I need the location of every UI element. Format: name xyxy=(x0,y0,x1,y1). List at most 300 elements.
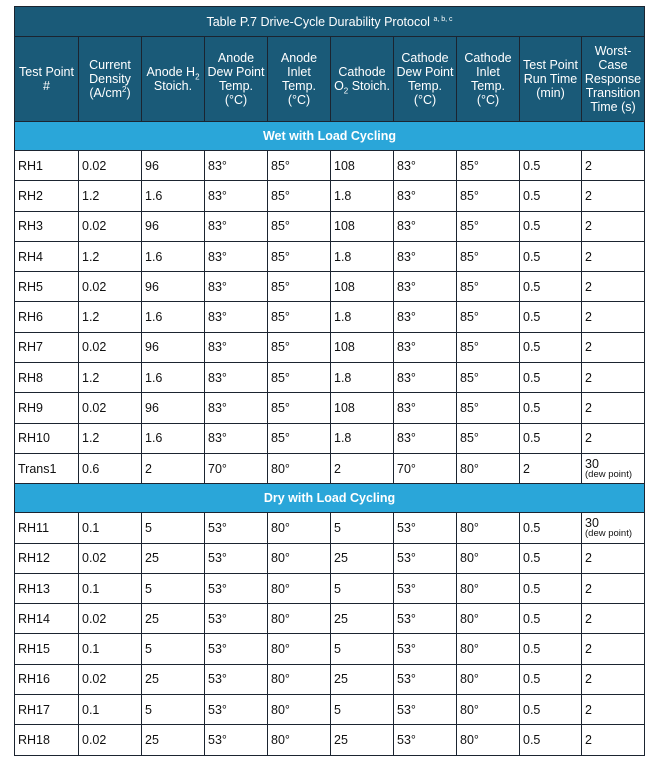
table-cell xyxy=(15,513,79,543)
table-cell xyxy=(15,363,79,393)
column-header xyxy=(331,37,394,122)
table-cell xyxy=(268,423,331,453)
cell-value: 5 xyxy=(334,581,341,596)
cell-value: 80° xyxy=(460,461,479,476)
cell-value: 83° xyxy=(397,158,416,173)
cell-value: 5 xyxy=(334,642,341,657)
table-cell xyxy=(520,695,582,725)
column-header-row xyxy=(15,37,645,122)
table-cell xyxy=(582,634,645,664)
cell-value: 5 xyxy=(145,702,152,717)
cell-value: RH18 xyxy=(18,732,50,747)
cell-value: 2 xyxy=(585,310,592,325)
table-cell xyxy=(394,513,457,543)
cell-value: 25 xyxy=(334,672,348,687)
column-header xyxy=(205,37,268,122)
table-cell xyxy=(142,393,205,423)
column-header-label: Current Density (A/cm xyxy=(89,58,131,100)
cell-value: 0.5 xyxy=(523,158,541,173)
table-cell xyxy=(79,241,142,271)
table-cell xyxy=(520,423,582,453)
cell-value: RH5 xyxy=(18,279,44,294)
cell-value: 83° xyxy=(397,249,416,264)
table-cell xyxy=(394,241,457,271)
table-cell xyxy=(205,725,268,755)
cell-value: RH4 xyxy=(18,249,44,264)
table-cell xyxy=(79,181,142,211)
table-cell xyxy=(520,664,582,694)
table-cell xyxy=(142,725,205,755)
table-cell xyxy=(394,725,457,755)
cell-value: RH1 xyxy=(18,158,44,173)
cell-value: 108 xyxy=(334,401,355,416)
table-cell xyxy=(268,725,331,755)
table-cell xyxy=(457,151,520,181)
cell-value: 2 xyxy=(585,188,592,203)
cell-value: 0.5 xyxy=(523,520,541,535)
table-cell xyxy=(331,151,394,181)
cell-value: 53° xyxy=(208,520,227,535)
table-row xyxy=(15,393,645,423)
table-cell xyxy=(331,453,394,483)
cell-value: RH17 xyxy=(18,702,50,717)
cell-value: 2 xyxy=(585,732,592,747)
cell-value: 0.02 xyxy=(82,611,107,626)
cell-value: 0.5 xyxy=(523,188,541,203)
table-cell xyxy=(520,332,582,362)
cell-value: 96 xyxy=(145,158,159,173)
table-row xyxy=(15,272,645,302)
cell-value: 80° xyxy=(460,611,479,626)
cell-value: 25 xyxy=(145,672,159,687)
table-cell xyxy=(582,423,645,453)
column-header-subscript: 2 xyxy=(343,86,349,96)
cell-value: 0.5 xyxy=(523,310,541,325)
table-cell xyxy=(582,664,645,694)
cell-value: 53° xyxy=(397,642,416,657)
table-cell xyxy=(457,695,520,725)
column-header-label: Anode H xyxy=(146,65,196,79)
table-cell xyxy=(520,725,582,755)
cell-value: 83° xyxy=(208,340,227,355)
table-cell xyxy=(268,604,331,634)
column-header-label: Cathode Dew Point Temp. (°C) xyxy=(396,51,454,107)
table-cell xyxy=(268,241,331,271)
table-cell xyxy=(268,302,331,332)
table-cell xyxy=(520,211,582,241)
table-cell xyxy=(79,332,142,362)
table-cell xyxy=(582,272,645,302)
cell-value: 85° xyxy=(460,340,479,355)
cell-value: 5 xyxy=(145,642,152,657)
cell-value: 108 xyxy=(334,158,355,173)
cell-value: 70° xyxy=(397,461,416,476)
cell-value: 2 xyxy=(585,340,592,355)
column-header xyxy=(520,37,582,122)
table-row xyxy=(15,241,645,271)
cell-value: RH15 xyxy=(18,642,50,657)
cell-value: 108 xyxy=(334,279,355,294)
column-header-label: Cathode Inlet Temp. (°C) xyxy=(464,51,512,107)
cell-value: 2 xyxy=(523,461,530,476)
cell-value: 83° xyxy=(397,340,416,355)
table-cell xyxy=(394,272,457,302)
table-row xyxy=(15,695,645,725)
cell-value: 30 xyxy=(585,456,599,471)
cell-value: 0.5 xyxy=(523,611,541,626)
table-cell xyxy=(582,604,645,634)
table-cell xyxy=(142,332,205,362)
table-cell xyxy=(15,634,79,664)
cell-note: (dew point) xyxy=(585,527,632,539)
column-header-label-tail: Stoich. xyxy=(348,79,390,93)
cell-value: 25 xyxy=(334,732,348,747)
cell-value: 80° xyxy=(271,520,290,535)
table-cell xyxy=(205,634,268,664)
cell-value: 2 xyxy=(585,702,592,717)
table-cell xyxy=(205,272,268,302)
table-cell xyxy=(15,423,79,453)
table-cell xyxy=(394,634,457,664)
table-cell xyxy=(394,211,457,241)
table-cell xyxy=(520,453,582,483)
cell-value: 1.2 xyxy=(82,310,100,325)
column-header-label-tail: ) xyxy=(126,86,131,100)
column-header-label-tail: Stoich. xyxy=(153,79,193,93)
cell-value: 0.02 xyxy=(82,158,107,173)
cell-value: 53° xyxy=(208,611,227,626)
table-cell xyxy=(142,272,205,302)
cell-value: 80° xyxy=(460,702,479,717)
table-cell xyxy=(520,393,582,423)
cell-value: 5 xyxy=(145,581,152,596)
table-row xyxy=(15,151,645,181)
cell-value: 2 xyxy=(585,581,592,596)
table-cell xyxy=(394,363,457,393)
cell-value: 85° xyxy=(271,188,290,203)
table-cell xyxy=(142,423,205,453)
cell-value: 2 xyxy=(585,642,592,657)
cell-value: 80° xyxy=(271,642,290,657)
cell-value: 0.02 xyxy=(82,219,107,234)
cell-value: 83° xyxy=(397,188,416,203)
cell-value: 80° xyxy=(271,581,290,596)
table-cell xyxy=(79,634,142,664)
cell-value: 1.8 xyxy=(334,431,352,446)
cell-value: 80° xyxy=(460,642,479,657)
cell-value: 0.02 xyxy=(82,732,107,747)
cell-value: 96 xyxy=(145,340,159,355)
table-cell xyxy=(15,302,79,332)
cell-value: RH8 xyxy=(18,370,44,385)
cell-value: 85° xyxy=(460,249,479,264)
cell-value: 83° xyxy=(208,370,227,385)
cell-value: 1.2 xyxy=(82,188,100,203)
cell-value: 53° xyxy=(397,732,416,747)
cell-value: 85° xyxy=(460,431,479,446)
cell-value: 85° xyxy=(460,401,479,416)
table-cell xyxy=(520,604,582,634)
cell-value: 2 xyxy=(585,219,592,234)
table-cell xyxy=(394,393,457,423)
table-cell xyxy=(205,423,268,453)
table-cell xyxy=(15,573,79,603)
table-cell xyxy=(205,513,268,543)
cell-value: 85° xyxy=(460,188,479,203)
cell-value: RH13 xyxy=(18,581,50,596)
table-cell xyxy=(79,725,142,755)
table-cell xyxy=(394,604,457,634)
cell-value: 1.6 xyxy=(145,188,163,203)
cell-value: 83° xyxy=(208,401,227,416)
table-cell xyxy=(520,543,582,573)
cell-value: 96 xyxy=(145,219,159,234)
table-title xyxy=(15,7,645,37)
cell-value: 0.5 xyxy=(523,732,541,747)
table-cell xyxy=(582,695,645,725)
table-cell xyxy=(15,664,79,694)
table-cell xyxy=(268,151,331,181)
cell-value: 5 xyxy=(334,520,341,535)
cell-note: (dew point) xyxy=(585,468,632,480)
table-row xyxy=(15,573,645,603)
table-cell xyxy=(457,241,520,271)
cell-value: 1.6 xyxy=(145,310,163,325)
table-cell xyxy=(142,543,205,573)
table-cell xyxy=(582,393,645,423)
table-title-text: Table P.7 Drive-Cycle Durability Protocol xyxy=(206,14,430,29)
table-cell xyxy=(394,664,457,694)
cell-value: 85° xyxy=(460,219,479,234)
table-cell xyxy=(205,695,268,725)
table-cell xyxy=(457,725,520,755)
table-cell xyxy=(582,211,645,241)
cell-value: 53° xyxy=(208,702,227,717)
cell-value: 53° xyxy=(397,672,416,687)
column-header-label: Test Point Run Time (min) xyxy=(523,58,578,100)
cell-value: 5 xyxy=(334,702,341,717)
table-cell xyxy=(457,332,520,362)
table-title-row xyxy=(15,7,645,37)
table-cell xyxy=(15,604,79,634)
table-cell xyxy=(331,604,394,634)
column-header xyxy=(79,37,142,122)
table-cell xyxy=(331,573,394,603)
table-row xyxy=(15,664,645,694)
cell-value: 83° xyxy=(397,431,416,446)
table-body xyxy=(15,122,645,756)
table-cell xyxy=(15,695,79,725)
protocol-table-container xyxy=(14,6,644,756)
table-cell xyxy=(457,302,520,332)
table-row xyxy=(15,543,645,573)
table-cell xyxy=(79,302,142,332)
cell-value: 85° xyxy=(271,279,290,294)
cell-value: 53° xyxy=(397,581,416,596)
cell-value: 0.1 xyxy=(82,642,100,657)
cell-value: 1.6 xyxy=(145,431,163,446)
cell-value: 0.5 xyxy=(523,431,541,446)
table-cell xyxy=(331,725,394,755)
table-cell xyxy=(457,423,520,453)
cell-value: 85° xyxy=(271,219,290,234)
cell-value: 85° xyxy=(271,370,290,385)
table-cell xyxy=(205,393,268,423)
table-cell xyxy=(205,181,268,211)
table-cell xyxy=(15,393,79,423)
table-cell xyxy=(268,272,331,302)
cell-value: 85° xyxy=(271,401,290,416)
cell-value: 1.8 xyxy=(334,310,352,325)
cell-value: 85° xyxy=(460,279,479,294)
table-cell xyxy=(520,241,582,271)
table-cell xyxy=(15,453,79,483)
table-cell xyxy=(79,604,142,634)
cell-value: Trans1 xyxy=(18,461,57,476)
column-header xyxy=(582,37,645,122)
cell-value: RH9 xyxy=(18,401,44,416)
cell-value: 53° xyxy=(397,702,416,717)
cell-value: 85° xyxy=(271,340,290,355)
table-cell xyxy=(142,664,205,694)
column-header xyxy=(394,37,457,122)
cell-value: 80° xyxy=(271,672,290,687)
table-row xyxy=(15,332,645,362)
table-cell xyxy=(205,302,268,332)
cell-value: 83° xyxy=(208,158,227,173)
drive-cycle-table xyxy=(14,6,645,756)
table-cell xyxy=(457,453,520,483)
table-cell xyxy=(268,664,331,694)
cell-value: 25 xyxy=(145,611,159,626)
table-cell xyxy=(457,211,520,241)
table-cell xyxy=(520,573,582,603)
cell-value: 2 xyxy=(585,431,592,446)
table-cell xyxy=(331,543,394,573)
cell-value: 0.1 xyxy=(82,581,100,596)
table-cell xyxy=(394,332,457,362)
cell-value: 25 xyxy=(145,732,159,747)
cell-value: 0.5 xyxy=(523,219,541,234)
cell-value: 85° xyxy=(271,158,290,173)
cell-value: 1.8 xyxy=(334,188,352,203)
table-cell xyxy=(457,543,520,573)
cell-value: 0.02 xyxy=(82,672,107,687)
table-cell xyxy=(79,363,142,393)
cell-value: 0.02 xyxy=(82,401,107,416)
column-header xyxy=(457,37,520,122)
table-cell xyxy=(79,664,142,694)
table-cell xyxy=(457,664,520,694)
table-cell xyxy=(394,695,457,725)
column-header-label: Worst-Case Response Transition Time (s) xyxy=(584,44,642,114)
table-cell xyxy=(394,543,457,573)
column-header-label: Test Point # xyxy=(19,65,74,93)
table-row xyxy=(15,363,645,393)
cell-value: 0.5 xyxy=(523,340,541,355)
cell-value: 85° xyxy=(460,158,479,173)
cell-value: 0.02 xyxy=(82,551,107,566)
table-cell xyxy=(520,151,582,181)
cell-value: 0.5 xyxy=(523,551,541,566)
cell-value: 2 xyxy=(585,370,592,385)
table-cell xyxy=(331,513,394,543)
cell-value: RH14 xyxy=(18,611,50,626)
cell-value: 83° xyxy=(208,219,227,234)
table-cell xyxy=(331,664,394,694)
cell-value: 25 xyxy=(334,551,348,566)
table-cell xyxy=(331,634,394,664)
cell-value: 83° xyxy=(208,249,227,264)
cell-value: 2 xyxy=(585,672,592,687)
table-cell xyxy=(394,453,457,483)
table-cell xyxy=(15,332,79,362)
cell-value: 0.6 xyxy=(82,461,100,476)
table-cell xyxy=(457,363,520,393)
cell-value: 2 xyxy=(585,611,592,626)
table-cell xyxy=(205,573,268,603)
table-cell xyxy=(79,393,142,423)
cell-value: 108 xyxy=(334,340,355,355)
cell-value: 2 xyxy=(145,461,152,476)
cell-value: 80° xyxy=(271,551,290,566)
cell-value: RH3 xyxy=(18,219,44,234)
table-cell xyxy=(205,332,268,362)
table-row xyxy=(15,604,645,634)
column-header-label: Anode Inlet Temp. (°C) xyxy=(280,51,318,107)
cell-value: 96 xyxy=(145,401,159,416)
cell-value: 2 xyxy=(585,158,592,173)
cell-value: 83° xyxy=(397,310,416,325)
table-cell xyxy=(268,695,331,725)
table-cell xyxy=(205,664,268,694)
table-cell xyxy=(582,725,645,755)
cell-value: RH2 xyxy=(18,188,44,203)
table-cell xyxy=(331,272,394,302)
cell-value: 80° xyxy=(271,702,290,717)
table-cell xyxy=(142,634,205,664)
table-cell xyxy=(15,211,79,241)
table-cell xyxy=(79,423,142,453)
table-cell xyxy=(15,151,79,181)
table-cell xyxy=(15,725,79,755)
section-header: Dry with Load Cycling xyxy=(15,484,645,513)
cell-value: 0.5 xyxy=(523,642,541,657)
cell-value: 83° xyxy=(208,188,227,203)
table-cell xyxy=(520,634,582,664)
cell-value: 2 xyxy=(585,551,592,566)
cell-value: 80° xyxy=(271,611,290,626)
table-row xyxy=(15,453,645,483)
table-cell xyxy=(79,513,142,543)
cell-value: 1.2 xyxy=(82,370,100,385)
table-cell xyxy=(268,211,331,241)
cell-value: 80° xyxy=(271,732,290,747)
table-cell xyxy=(457,573,520,603)
column-header xyxy=(268,37,331,122)
table-cell xyxy=(205,151,268,181)
cell-value: 2 xyxy=(585,279,592,294)
table-cell xyxy=(394,573,457,603)
cell-value: 53° xyxy=(397,611,416,626)
table-cell xyxy=(205,363,268,393)
table-cell xyxy=(142,211,205,241)
table-cell xyxy=(582,573,645,603)
table-cell xyxy=(331,211,394,241)
table-cell xyxy=(15,543,79,573)
cell-value: 25 xyxy=(145,551,159,566)
table-cell xyxy=(394,302,457,332)
